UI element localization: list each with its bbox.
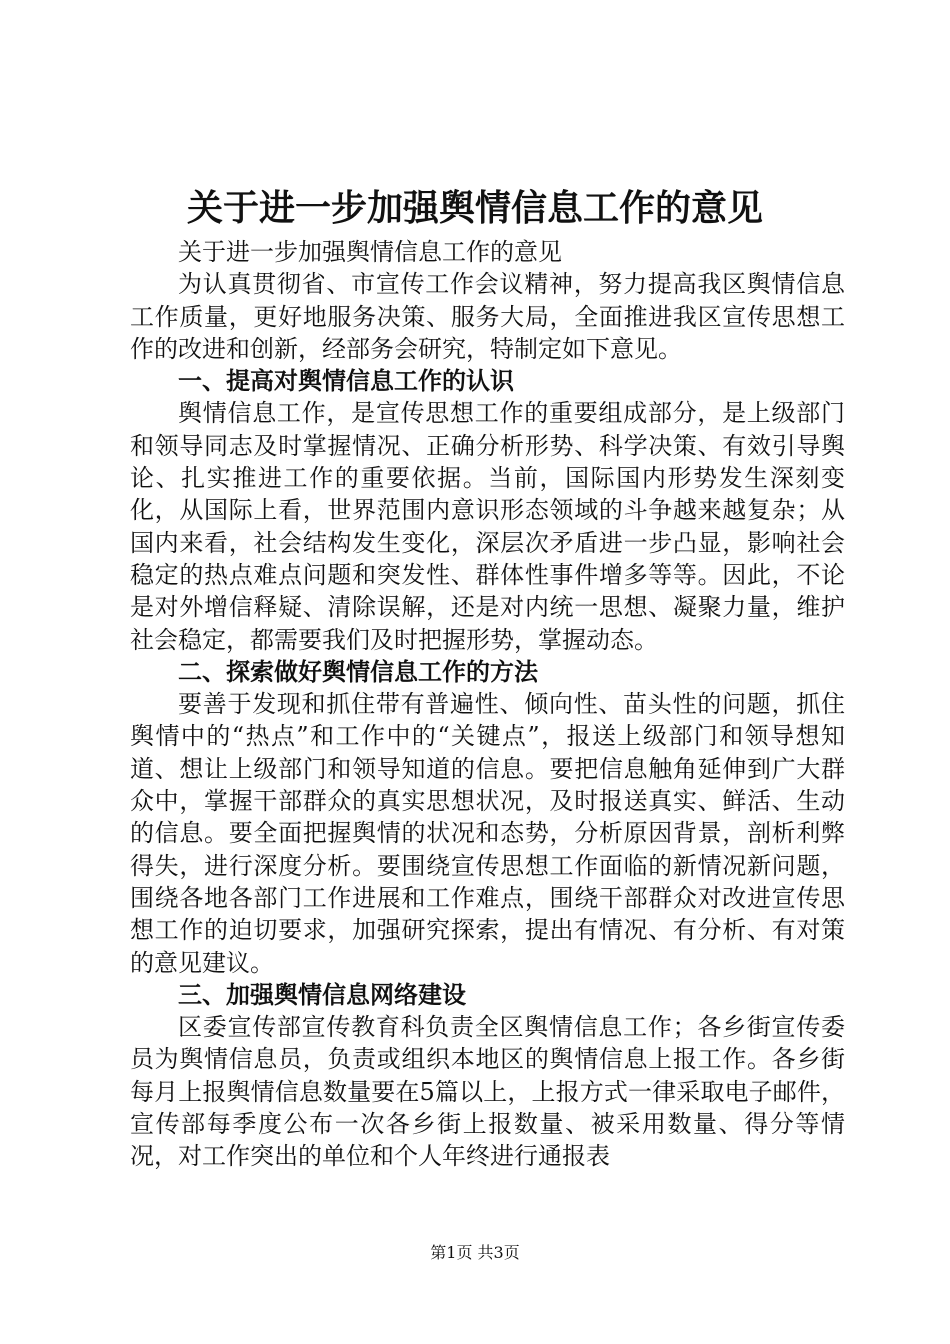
document-body xyxy=(130,236,845,1173)
section-paragraph: 区委宣传部宣传教育科负责全区舆情信息工作；各乡街宣传委员为舆情信息员，负责或组织本地区的舆情信息上报工作。各乡街每月上报舆情信息数量要在5篇以上，上报方式一律采取电子邮件，宣传部每季度公布一次各乡街上报数量、被采用数量、得分等情况，对工作突出的单位和个人年终进行通报表 xyxy=(130,1013,845,1171)
section-heading: 一、提高对舆情信息工作的认识 xyxy=(178,367,514,396)
page-footer: 第1页 共3页 xyxy=(430,1243,520,1262)
section-heading: 二、探索做好舆情信息工作的方法 xyxy=(178,657,538,686)
section-paragraph: 要善于发现和抓住带有普遍性、倾向性、苗头性的问题，抓住舆情中的“热点”和工作中的“关键点”，报送上级部门和领导想知道、想让上级部门和领导知道的信息。要把信息触角延伸到广大群众中，掌握干部群众的真实思想状况，及时报送真实、鲜活、生动的信息。要全面把握舆情的状况和态势，分析原因背景，剖析利弊得失，进行深度分析。要围绕宣传思想工作面临的新情况新问题，围绕各地各部门工作进展和工作难点，围绕干部群众对改进宣传思想工作的迫切要求，加强研究探索，提出有情况、有分析、有对策的意见建议。 xyxy=(130,690,845,977)
section-heading: 三、加强舆情信息网络建设 xyxy=(178,980,466,1009)
section-paragraph: 舆情信息工作，是宣传思想工作的重要组成部分，是上级部门和领导同志及时掌握情况、正确分析形势、科学决策、有效引导舆论、扎实推进工作的重要依据。当前，国际国内形势发生深刻变化，从国际上看，世界范围内意识形态领域的斗争越来越复杂；从国内来看，社会结构发生变化，深层次矛盾进一步凸显，影响社会稳定的热点难点问题和突发性、群体性事件增多等等。因此，不论是对外增信释疑、清除误解，还是对内统一思想、凝聚力量，维护社会稳定，都需要我们及时把握形势，掌握动态。 xyxy=(130,399,845,654)
body-paragraph: 为认真贯彻省、市宣传工作会议精神，努力提高我区舆情信息工作质量，更好地服务决策、服务大局，全面推进我区宣传思想工作的改进和创新，经部务会研究，特制定如下意见。 xyxy=(130,270,845,363)
document-title: 关于进一步加强舆情信息工作的意见 xyxy=(186,188,763,229)
body-paragraph: 关于进一步加强舆情信息工作的意见 xyxy=(178,238,562,266)
